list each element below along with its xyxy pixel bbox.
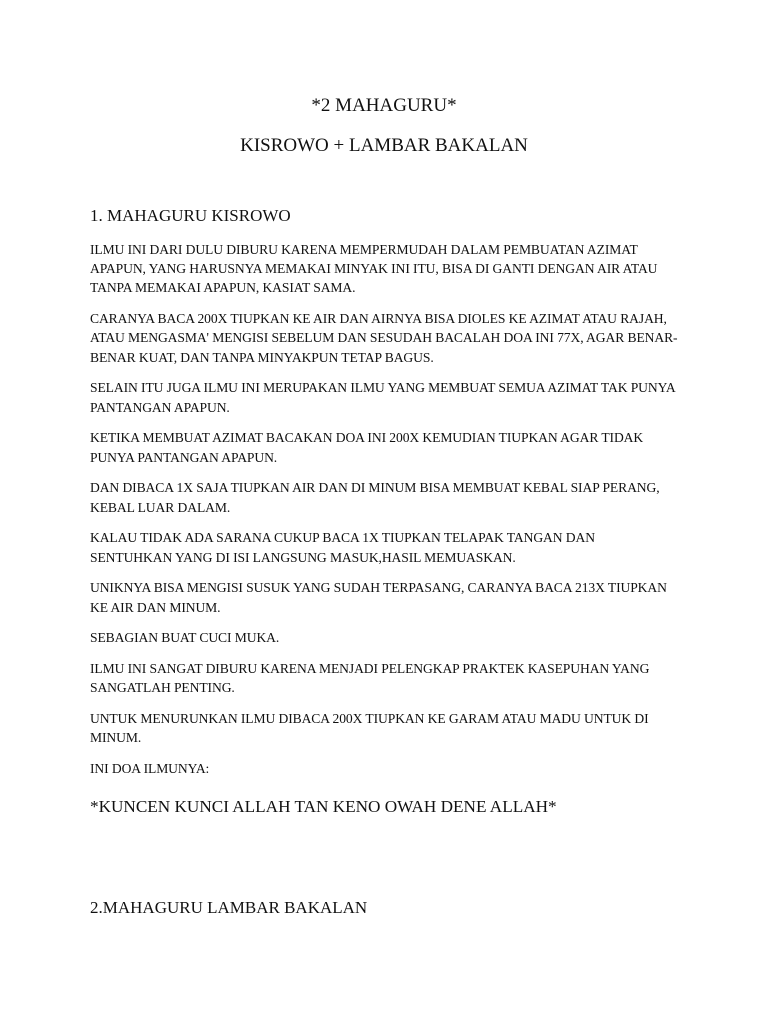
document-title: *2 MAHAGURU*: [311, 95, 457, 116]
paragraph: SELAIN ITU JUGA ILMU INI MERUPAKAN ILMU YANG MEMBUAT SEMUA AZIMAT TAK PUNYA PANTANGAN APAPUN.: [90, 380, 675, 415]
paragraph: ILMU INI DARI DULU DIBURU KARENA MEMPERMUDAH DALAM PEMBUATAN AZIMAT APAPUN, YANG HARUSNYA MEMAKAI MINYAK INI ITU, BISA DI GANTI DENGAN AIR ATAU TANPA MEMAKAI APAPUN, KASIAT SAMA.: [90, 242, 658, 296]
paragraph: KALAU TIDAK ADA SARANA CUKUP BACA 1X TIUPKAN TELAPAK TANGAN DAN SENTUHKAN YANG DI ISI LANGSUNG MASUK,HASIL MEMUASKAN.: [90, 530, 595, 565]
document-subtitle: KISROWO + LAMBAR BAKALAN: [240, 135, 528, 156]
section-1-body: [90, 240, 680, 790]
paragraph: DAN DIBACA 1X SAJA TIUPKAN AIR DAN DI MINUM BISA MEMBUAT KEBAL SIAP PERANG, KEBAL LUAR DALAM.: [90, 480, 660, 515]
paragraph: UNTUK MENURUNKAN ILMU DIBACA 200X TIUPKAN KE GARAM ATAU MADU UNTUK DI MINUM.: [90, 711, 649, 746]
paragraph: UNIKNYA BISA MENGISI SUSUK YANG SUDAH TERPASANG, CARANYA BACA 213X TIUPKAN KE AIR DAN MINUM.: [90, 580, 667, 615]
section-2-heading: 2.MAHAGURU LAMBAR BAKALAN: [90, 898, 368, 917]
paragraph: KETIKA MEMBUAT AZIMAT BACAKAN DOA INI 200X KEMUDIAN TIUPKAN AGAR TIDAK PUNYA PANTANGAN APAPUN.: [90, 430, 644, 465]
section-1-heading: 1. MAHAGURU KISROWO: [90, 206, 291, 225]
paragraph: INI DOA ILMUNYA:: [90, 761, 210, 777]
prayer-text: *KUNCEN KUNCI ALLAH TAN KENO OWAH DENE ALLAH*: [90, 797, 557, 816]
paragraph: CARANYA BACA 200X TIUPKAN KE AIR DAN AIRNYA BISA DIOLES KE AZIMAT ATAU RAJAH, ATAU MENGASMA' MENGISI SEBELUM DAN SESUDAH BACALAH DOA INI 77X, AGAR BENAR-BENAR KUAT, DAN TANPA MINYAKPUN TETAP BAGUS.: [90, 311, 678, 365]
paragraph: ILMU INI SANGAT DIBURU KARENA MENJADI PELENGKAP PRAKTEK KASEPUHAN YANG SANGATLAH PENTING.: [90, 661, 650, 696]
paragraph: SEBAGIAN BUAT CUCI MUKA.: [90, 630, 280, 646]
